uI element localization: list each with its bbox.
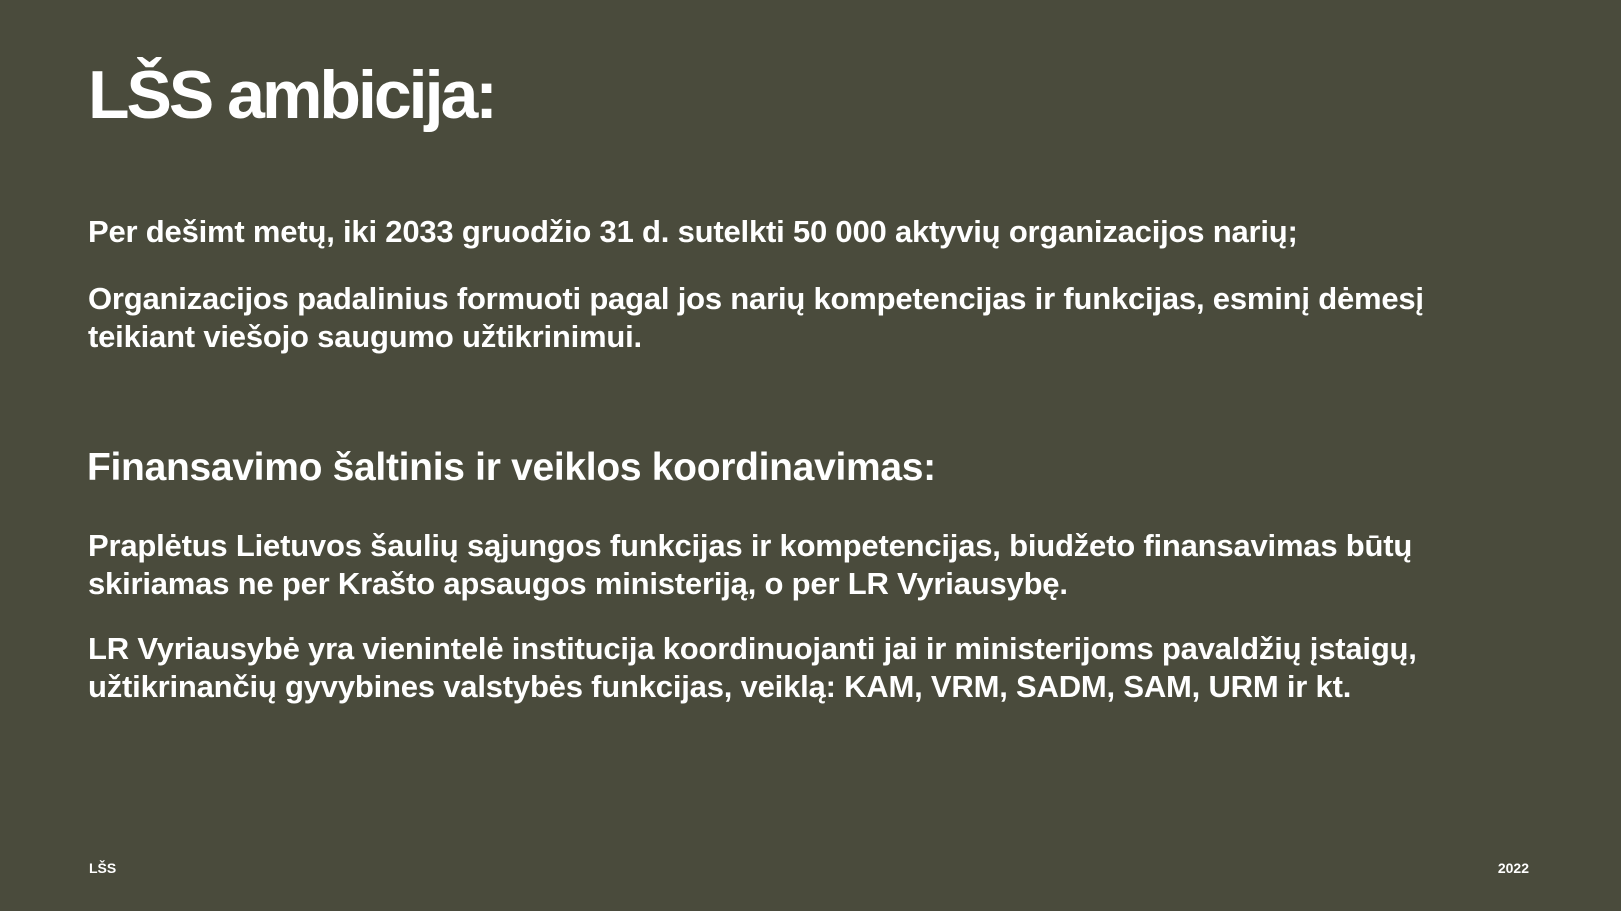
section-heading: Finansavimo šaltinis ir veiklos koordinavimas: [87,446,936,489]
ambition-paragraph-2: Organizacijos padalinius formuoti pagal jos narių kompetencijas ir funkcijas, esminį dėmesį teikiant viešojo saugumo užtikrinimui. [88,281,1424,354]
funding-paragraph-2: LR Vyriausybė yra vienintelė institucija koordinuojanti jai ir ministerijoms pavaldžių įstaigų, užtikrinančių gyvybines valstybės funkcijas, veiklą: KAM, VRM, SADM, SAM, URM ir kt. [88,631,1417,704]
footer-organization-label: LŠS [89,860,117,876]
slide-title: LŠS ambicija: [88,57,495,133]
funding-paragraph-1: Praplėtus Lietuvos šaulių sąjungos funkcijas ir kompetencijas, biudžeto finansavimas būtų skiriamas ne per Krašto apsaugos ministeriją, o per LR Vyriausybę. [88,528,1413,601]
ambition-paragraph-1: Per dešimt metų, iki 2033 gruodžio 31 d. sutelkti 50 000 aktyvių organizacijos narių; [88,214,1298,249]
footer-year-label: 2022 [1497,860,1529,876]
